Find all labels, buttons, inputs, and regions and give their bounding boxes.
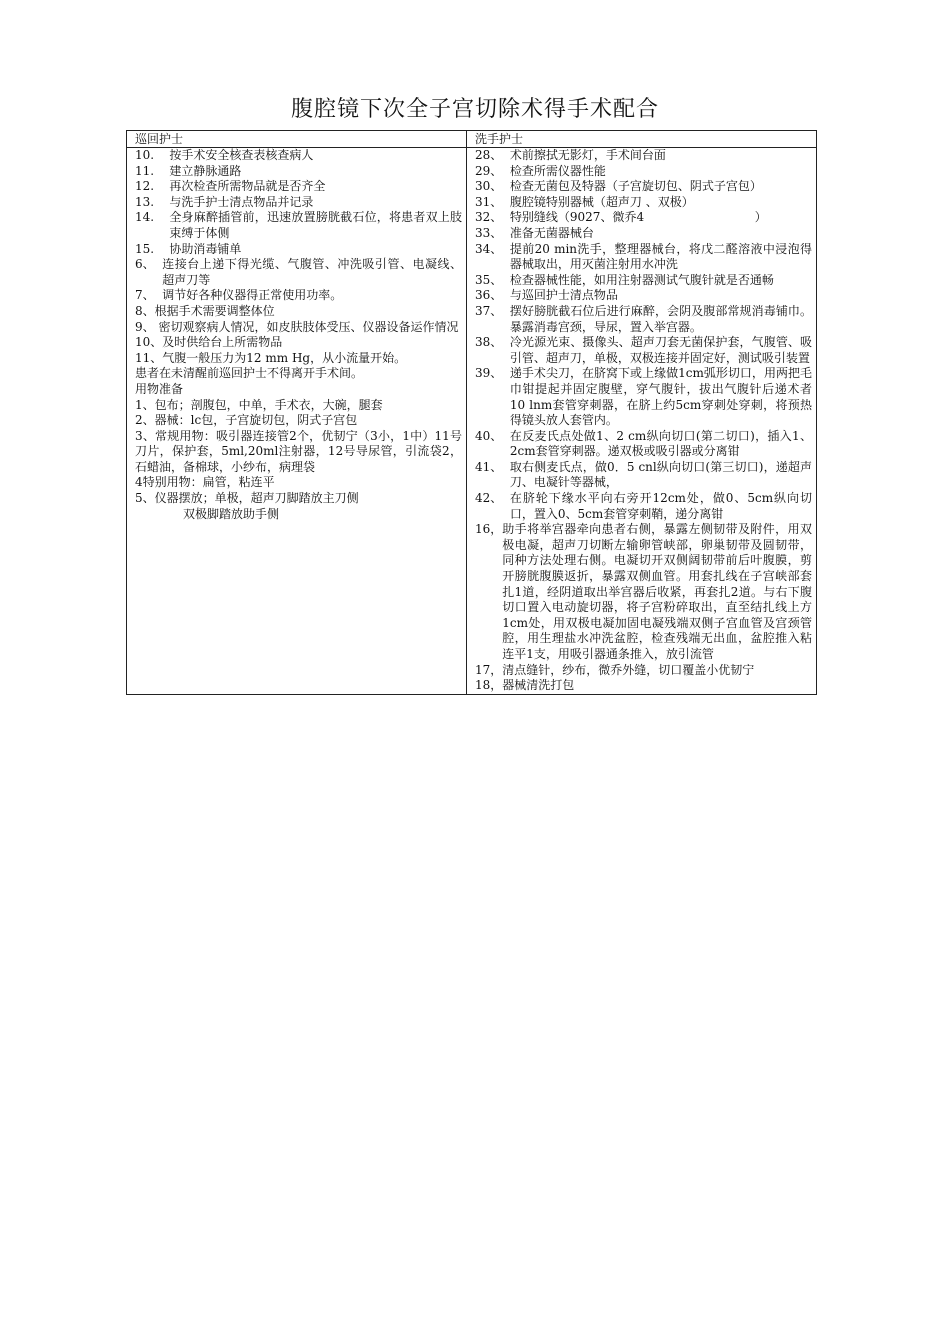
scrub-task-item-number: 38、 <box>475 335 510 350</box>
scrub-task-item-text: 摆好膀胱截石位后进行麻醉，会阴及腹部常规消毒铺巾。暴露消毒宫颈，导尿，置入举宫器。 <box>509 303 812 334</box>
scrub-task-item <box>475 678 812 694</box>
scrub-task-item <box>475 663 812 679</box>
scrub-task-item <box>475 491 812 522</box>
header-circulating-nurse: 巡回护士 <box>127 131 467 148</box>
procedure-table <box>126 130 817 695</box>
circulating-task-item-text: 气腹一般压力为12 mm Hg，从小流量开始。 <box>162 350 407 365</box>
scrub-task-list <box>475 148 812 694</box>
scrub-task-item-number: 17， <box>475 662 503 677</box>
scrub-task-item-text: 提前20 min洗手，整理器械台，将戊二醛溶液中浸泡得器械取出，用灭菌注射用水冲洗 <box>509 241 812 272</box>
circulating-task-item-number: 15. <box>135 241 170 256</box>
scrub-task-item-text: 冷光源光束、摄像头、超声刀套无菌保护套，气腹管、吸引管、超声刀，单极，双极连接并固定好，测试吸引装置 <box>509 335 812 365</box>
circulating-task-item-text: 根据手术需要调整体位 <box>154 303 275 318</box>
scrub-task-item-text: 与巡回护士清点物品 <box>509 288 618 303</box>
scrub-task-item-number: 39、 <box>475 366 510 381</box>
scrub-task-item-text: 清点缝针，纱布，微乔外缝，切口覆盖小优韧宁 <box>502 662 755 677</box>
supplies-line: 5、仪器摆放；单极，超声刀脚踏放主刀侧 <box>135 491 359 506</box>
supplies-line: 4特别用物：扁管，粘连平 <box>135 475 275 490</box>
scrub-task-item-number: 36、 <box>475 288 510 303</box>
scrub-task-item-number: 30、 <box>475 179 510 194</box>
scrub-task-item-number: 33、 <box>475 225 510 240</box>
circulating-task-item <box>135 335 462 351</box>
circulating-task-item-number: 7、 <box>135 288 163 303</box>
scrub-task-item-text: 器械清洗打包 <box>502 678 575 693</box>
circulating-task-item <box>135 257 462 288</box>
circulating-task-item-number: 11. <box>135 163 170 178</box>
supplies-line: 用物准备 <box>135 381 184 396</box>
circulating-task-item-text: 全身麻醉插管前，迅速放置膀胱截石位，将患者双上肢束缚于体侧 <box>169 210 462 240</box>
circulating-task-item-number: 6、 <box>135 257 163 272</box>
circulating-task-item <box>135 320 462 336</box>
scrub-task-item <box>475 195 812 211</box>
circulating-task-item-text: 调节好各种仪器得正常使用功率。 <box>162 288 343 303</box>
circulating-task-item <box>135 242 462 258</box>
scrub-task-item <box>475 304 812 335</box>
scrub-task-item-text: 助手将举宫器牵向患者右侧，暴露左侧韧带及附件，用双极电凝，超声刀切断左输卵管峡部，卵巢韧带及圆韧带，同种方法处理右侧。电凝切开双侧阔韧带前后叶腹膜，剪开膀胱腹膜返折，暴露双侧血管。用套扎线在子宫峡部套扎1道，经阴道取出举宫器后收紧，再套扎2道。与右下腹切口置入电动旋切器，将子宫粉碎取出，直至结扎线上方1cm处，用双极电凝加固电凝残端双侧子宫血管及宫颈管腔，用生理盐水冲洗盆腔，检查残端无出血，盆腔推入粘连平1支，用吸引器通条推入，放引流管 <box>502 522 812 661</box>
circulating-task-item <box>135 304 462 320</box>
circulating-task-item <box>135 351 462 367</box>
scrub-task-item-number: 31、 <box>475 194 510 209</box>
scrub-task-item-text: 检查所需仪器性能 <box>509 163 606 178</box>
circulating-task-item <box>135 179 462 195</box>
scrub-task-item-number: 41、 <box>475 459 510 474</box>
scrub-task-item <box>475 288 812 304</box>
scrub-task-item-text: 检查无菌包及特器（子宫旋切包、阴式子宫包） <box>509 179 762 194</box>
circulating-task-item <box>135 195 462 211</box>
circulating-task-item-text: 与洗手护士清点物品并记录 <box>169 194 314 209</box>
table-body-row <box>127 148 817 695</box>
header-scrub-nurse: 洗手护士 <box>467 131 817 148</box>
scrub-task-item <box>475 164 812 180</box>
circulating-task-item-text: 再次检查所需物品就是否齐全 <box>169 179 326 194</box>
scrub-task-item <box>475 366 812 428</box>
scrub-task-item <box>475 429 812 460</box>
circulating-task-item <box>135 148 462 164</box>
scrub-task-item-number: 34、 <box>475 241 510 256</box>
circulating-task-list <box>135 148 462 366</box>
circulating-task-item-text: 密切观察病人情况，如皮肤肢体受压、仪器设备运作情况 <box>158 319 459 334</box>
scrub-task-item-text: 特别缝线（9027、微乔4 ） <box>509 210 767 225</box>
scrub-nurse-column <box>467 148 817 695</box>
circulating-task-item-text: 及时供给台上所需物品 <box>162 335 283 350</box>
scrub-task-item-number: 16， <box>475 522 503 537</box>
circulating-task-item-number: 13. <box>135 194 170 209</box>
circulating-task-item-number: 11、 <box>135 350 163 365</box>
scrub-task-item-text: 术前擦拭无影灯，手术间台面 <box>509 148 666 162</box>
circulating-task-item-number: 12. <box>135 179 170 194</box>
circulating-task-item <box>135 288 462 304</box>
scrub-task-item-number: 40、 <box>475 428 510 443</box>
table-header-row <box>127 131 817 148</box>
supplies-line: 2、器械：lc包，子宫旋切包，阴式子宫包 <box>135 413 358 428</box>
scrub-task-item <box>475 335 812 366</box>
scrub-task-item-text: 取右侧麦氏点，做0．5 cnl纵向切口(第三切口)，递超声刀、电凝针等器械， <box>509 459 812 490</box>
circulating-task-item-text: 按手术安全核查表核查病人 <box>169 148 314 162</box>
circulating-task-item <box>135 164 462 180</box>
supplies-line: 1、包布；剖腹包，中单，手术衣，大碗，腿套 <box>135 397 383 412</box>
supplies-line: 双极脚踏放助手侧 <box>183 506 280 521</box>
scrub-task-item <box>475 226 812 242</box>
circulating-task-item <box>135 210 462 241</box>
scrub-task-item-number: 37、 <box>475 303 510 318</box>
circulating-task-item-number: 10. <box>135 148 170 162</box>
scrub-task-item-text: 准备无菌器械台 <box>509 225 594 240</box>
circulating-task-item-text: 建立静脉通路 <box>169 163 242 178</box>
circulating-task-item-number: 10、 <box>135 335 163 350</box>
scrub-task-item <box>475 148 812 164</box>
scrub-task-item-text: 在反麦氏点处做1、2 cm纵向切口(第二切口)，插入1、2cm套管穿刺器。递双极或吸引器或分离钳 <box>509 428 812 459</box>
scrub-task-item-number: 18， <box>475 678 503 693</box>
supplies-section <box>135 366 462 522</box>
circulating-task-item-text: 协助消毒铺单 <box>169 241 242 256</box>
scrub-task-item <box>475 210 812 226</box>
circulating-task-item-number: 9、 <box>135 319 159 334</box>
scrub-task-item-text: 腹腔镜特别器械（超声刀 、双极） <box>509 194 694 209</box>
circulating-nurse-column <box>127 148 467 695</box>
circulating-task-item-text: 连接台上递下得光缆、气腹管、冲洗吸引管、电凝线、超声刀等 <box>162 257 462 287</box>
scrub-task-item-number: 35、 <box>475 272 510 287</box>
circulating-task-item-number: 8、 <box>135 303 155 318</box>
scrub-task-item <box>475 460 812 491</box>
scrub-task-item-number: 42、 <box>475 491 510 506</box>
scrub-task-item-number: 32、 <box>475 210 510 225</box>
scrub-task-item <box>475 179 812 195</box>
document-title: 腹腔镜下次全子宫切除术得手术配合 <box>290 97 659 122</box>
scrub-task-item <box>475 273 812 289</box>
circulating-task-item-number: 14. <box>135 210 170 225</box>
scrub-task-item-text: 检查器械性能，如用注射器测试气腹针就是否通畅 <box>509 272 774 287</box>
scrub-task-item-number: 29、 <box>475 163 510 178</box>
scrub-task-item-text: 在脐轮下缘水平向右旁开12cm处，做0、5cm纵向切口，置入0、5cm套管穿刺鞘，递分离钳 <box>509 491 812 521</box>
scrub-task-item-number: 28、 <box>475 148 510 162</box>
supplies-line: 患者在未清醒前巡回护士不得离开手术间。 <box>135 366 364 381</box>
scrub-task-item <box>475 522 812 662</box>
supplies-line: 3、常规用物：吸引器连接管2个，优韧宁（3小，1中）11号刀片，保护套，5ml,20ml注射器，12号导尿管，引流袋2，石蜡油，备棉球，小纱布，病理袋 <box>135 428 462 474</box>
scrub-task-item <box>475 242 812 273</box>
scrub-task-item-text: 递手术尖刀，在脐窝下或上缘做1cm弧形切口，用两把毛巾钳提起并固定腹壁，穿气腹针，拔出气腹针后递术者10 lnm套管穿刺器，在脐上约5cm穿刺处穿刺，将预热得镜头放人套管内。 <box>509 366 812 428</box>
